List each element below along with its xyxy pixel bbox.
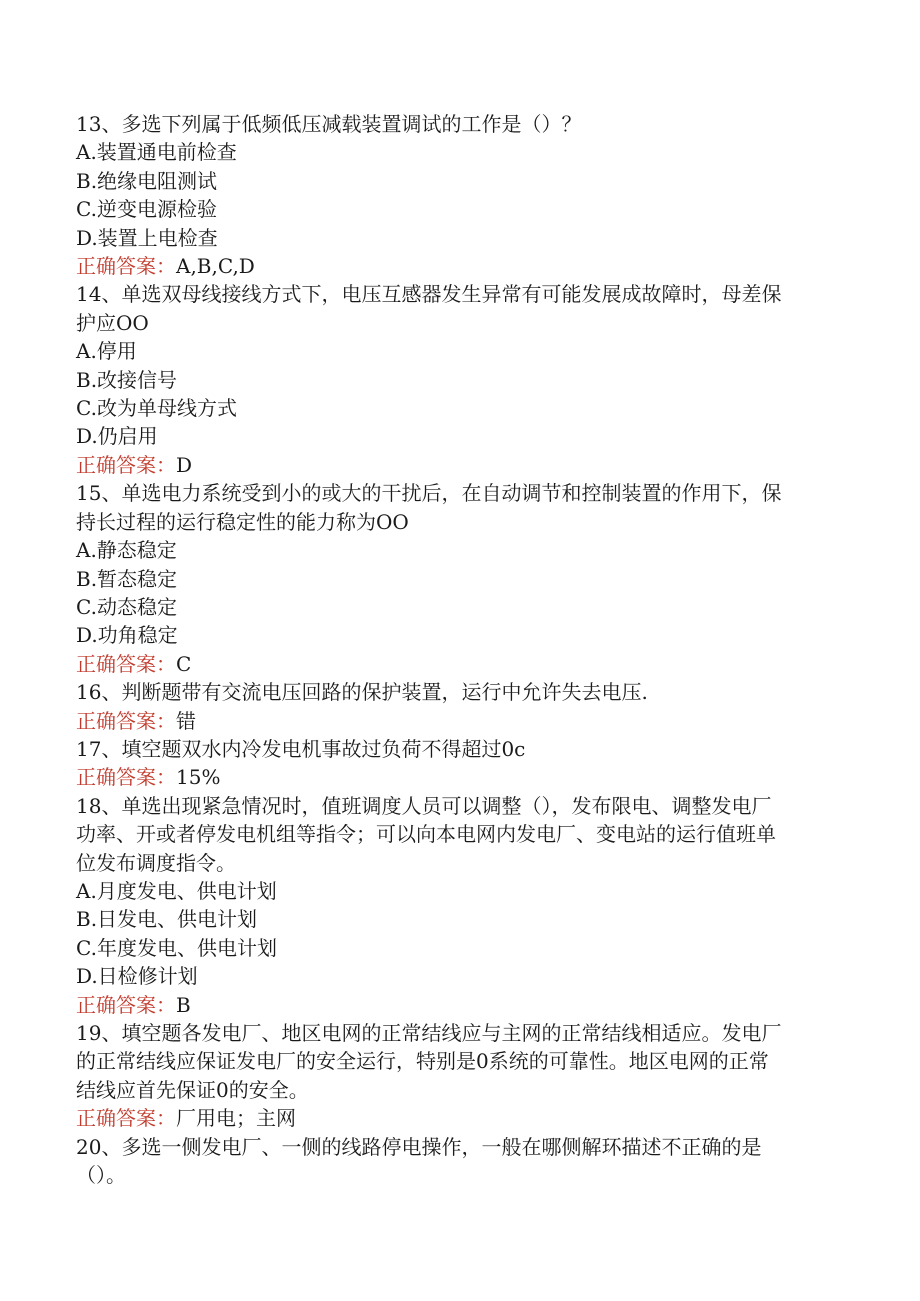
answer-line [76, 451, 836, 479]
question-block [76, 280, 836, 479]
answer-line [76, 991, 836, 1019]
question-block [76, 792, 836, 1019]
question-text-continued: 功率、开或者停发电机组等指令；可以向本电网内发电厂、变电站的运行值班单 [76, 822, 776, 847]
question-text: 19、填空题各发电厂、地区电网的正常结线应与主网的正常结线相适应。发电厂 [76, 1021, 782, 1045]
option-d: D.日检修计划 [76, 964, 198, 989]
answer-label: 正确答案： [76, 992, 176, 1017]
option-b: B.改接信号 [76, 367, 178, 392]
question-text: 17、填空题双水内冷发电机事故过负荷不得超过0c [76, 736, 526, 761]
option-a: A.装置通电前检查 [76, 140, 237, 165]
answer-line [76, 763, 836, 791]
answer-label: 正确答案： [76, 708, 176, 733]
option-b: B.暂态稳定 [76, 566, 178, 591]
answer-line [76, 1104, 836, 1132]
question-text: 15、单选电力系统受到小的或大的干扰后，在自动调节和控制装置的作用下，保 [76, 481, 782, 506]
option-c: C.改为单母线方式 [76, 396, 237, 421]
option-a: A.静态稳定 [76, 538, 177, 563]
option-a: A.月度发电、供电计划 [76, 878, 277, 903]
option-c: C.逆变电源检验 [76, 197, 217, 222]
option-c: C.动态稳定 [76, 594, 177, 619]
question-text-continued: 结线应首先保证0的安全。 [76, 1077, 309, 1102]
question-text: 14、单选双母线接线方式下，电压互感器发生异常有可能发展成故障时，母差保 [76, 282, 782, 307]
answer-line [76, 650, 836, 678]
question-block [76, 678, 836, 735]
question-text: 18、单选出现紧急情况时，值班调度人员可以调整（），发布限电、调整发电厂 [76, 793, 772, 818]
option-d: D.功角稳定 [76, 623, 178, 648]
answer-line [76, 252, 836, 280]
question-block [76, 110, 836, 280]
option-d: D.仍启用 [76, 424, 158, 449]
question-text-continued: 护应OO [76, 310, 149, 335]
question-text: 20、多选一侧发电厂、一侧的线路停电操作，一般在哪侧解环描述不正确的是 [76, 1134, 762, 1159]
question-text: 16、判断题带有交流电压回路的保护装置，运行中允许失去电压. [76, 680, 648, 705]
option-c: C.年度发电、供电计划 [76, 935, 277, 960]
option-a: A.停用 [76, 339, 137, 364]
question-text-continued: 持长过程的运行稳定性的能力称为OO [76, 509, 409, 534]
answer-value: 厂用电；主网 [176, 1106, 296, 1131]
answer-label: 正确答案： [76, 254, 176, 279]
answer-label: 正确答案： [76, 1106, 176, 1131]
answer-value: C [176, 651, 192, 676]
document-page [76, 110, 836, 1189]
question-text-continued: 的正常结线应保证发电厂的安全运行，特别是0系统的可靠性。地区电网的正常 [76, 1049, 769, 1074]
question-block [76, 1133, 836, 1190]
answer-value: 错 [176, 708, 196, 733]
answer-label: 正确答案： [76, 651, 176, 676]
option-b: B.绝缘电阻测试 [76, 168, 218, 193]
answer-label: 正确答案： [76, 765, 176, 790]
question-text: 13、多选下列属于低频低压减载装置调试的工作是（）？ [76, 112, 582, 136]
option-b: B.日发电、供电计划 [76, 907, 258, 932]
question-block [76, 735, 836, 792]
answer-value: 15% [176, 765, 221, 790]
question-block [76, 479, 836, 678]
question-text-continued: 位发布调度指令。 [76, 850, 236, 875]
answer-line [76, 707, 836, 735]
answer-value: B [176, 992, 191, 1017]
answer-label: 正确答案： [76, 452, 176, 477]
answer-value: D [176, 452, 193, 477]
answer-value: A,B,C,D [176, 254, 255, 279]
question-block [76, 1019, 836, 1133]
option-d: D.装置上电检查 [76, 225, 218, 250]
question-text-continued: （）。 [76, 1163, 126, 1188]
